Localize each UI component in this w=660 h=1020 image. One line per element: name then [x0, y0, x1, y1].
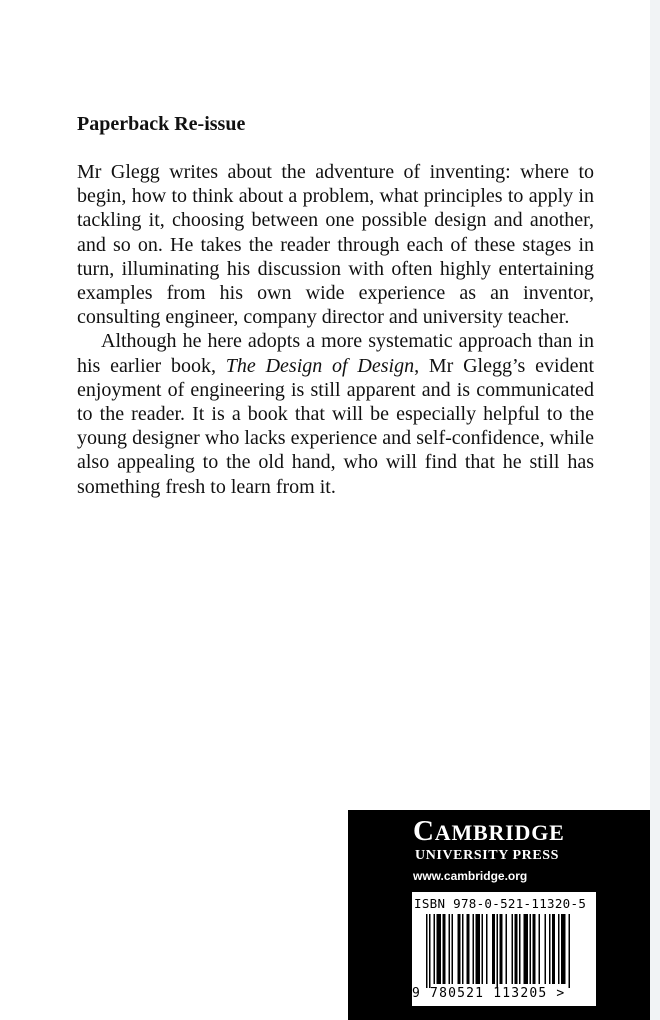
paragraph-2: [77, 329, 594, 498]
barcode-bar: [449, 914, 451, 984]
barcode-bar: [519, 914, 521, 984]
barcode-bar: [512, 914, 514, 984]
barcode-bar: [506, 914, 508, 984]
book-title: The Design of Design: [225, 354, 415, 377]
barcode-bar: [437, 914, 442, 984]
page-edge: [650, 0, 660, 1020]
barcode-bar: [429, 914, 431, 988]
barcode-digits: 9 780521 113205 >: [412, 986, 566, 1001]
barcode-bar: [467, 914, 470, 984]
barcode-bar: [486, 914, 488, 984]
barcode-bar: [515, 914, 518, 984]
blurb: [77, 112, 594, 499]
publisher-subtitle: UNIVERSITY PRESS: [415, 848, 560, 863]
paragraph-1: Mr Glegg writes about the adventure of inventing: where to begin, how to think about a problem, what principles to apply in tackling it, choosing between one possible design and another, and so on. He takes the reader through each of these stages in turn, illuminating his discussion with often highly entertaining examples from his own wide experience as an inventor, consulting engineer, company director and university teacher.: [77, 161, 594, 329]
heading: Paperback Re-issue: [77, 113, 246, 135]
publisher-panel: [348, 810, 650, 1020]
isbn-label: ISBN 978-0-521-11320-5: [414, 896, 587, 911]
paragraph-2-start: Although he here adopts a more systematic approach than in his earlier book,: [77, 330, 594, 377]
barcode-bar: [539, 914, 541, 984]
barcode-bar: [434, 914, 436, 984]
publisher-url: www.cambridge.org: [413, 869, 528, 883]
barcode-bar: [482, 914, 484, 984]
barcode-bar: [473, 914, 475, 984]
barcode-bar: [533, 914, 536, 984]
publisher-name: [413, 817, 565, 847]
barcode-bar: [569, 914, 571, 988]
barcode: [412, 892, 596, 1006]
barcode-bar: [558, 914, 560, 984]
barcode-bar: [443, 914, 446, 984]
barcode-bar: [458, 914, 461, 984]
barcode-bar: [452, 914, 454, 984]
barcode-bar: [549, 914, 551, 984]
barcode-bar: [492, 914, 495, 984]
barcode-bar: [561, 914, 566, 984]
barcode-bar: [426, 914, 428, 988]
barcode-bar: [476, 914, 481, 984]
barcode-bar: [497, 914, 499, 988]
publisher-name-rest: AMBRIDGE: [434, 820, 565, 845]
barcode-bar: [530, 914, 532, 984]
barcode-bar: [462, 914, 464, 984]
barcode-bar: [524, 914, 529, 984]
barcode-bar: [552, 914, 555, 984]
paragraph-2-end: , Mr Glegg’s evident enjoyment of engineering is still apparent and is communicated to the reader. It is a book that will be especially helpful to the young designer who lacks experience and self-confidence, while also appealing to the old hand, who will find that he still has something fresh to learn from it.: [77, 354, 594, 498]
barcode-bar: [500, 914, 503, 984]
publisher-initial: C: [413, 815, 435, 847]
barcode-bar: [545, 914, 547, 984]
